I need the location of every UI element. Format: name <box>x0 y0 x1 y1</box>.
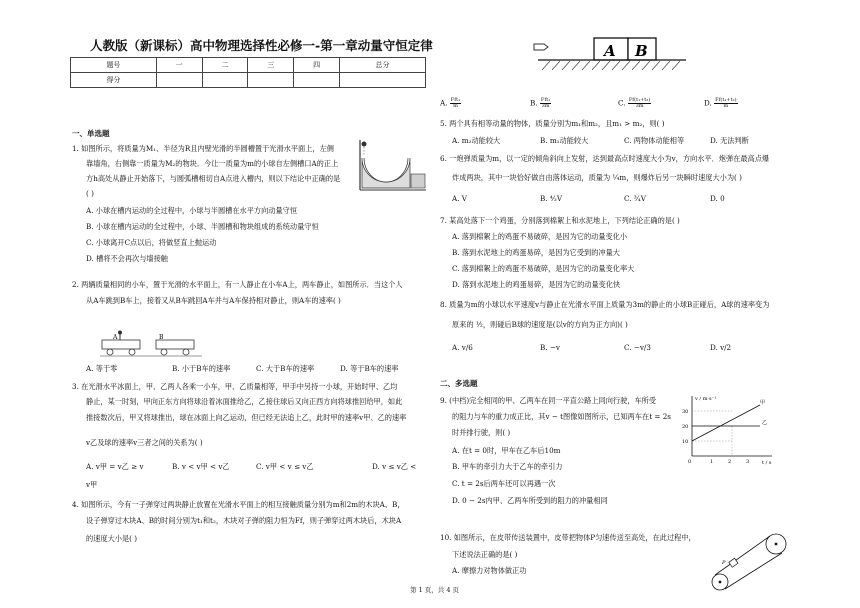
q4-option-b: B. $\frac{\text{Fft₁}}{3m}$ <box>530 97 551 109</box>
section-heading-single: 一、单选题 <box>72 129 110 138</box>
q9-line: 时并排行驶，则( ) <box>452 428 511 437</box>
q9-xtick: 2 <box>728 459 732 465</box>
q4-option-c: C. $\frac{\text{Ff(t₁+t₂)}}{3m}$ <box>618 97 651 109</box>
q4-label-a: A <box>604 42 616 60</box>
q4-line: 设子弹穿过木块A、B的时间分别为t₁和t₂，木块对子弹的阻力恒为Ff，则子弹穿过两木块后，木块A <box>86 516 402 525</box>
q10-option-a: A. 摩擦力对物体做正功 <box>452 566 527 575</box>
q4-option-d-num: Ff(t₁+t₂) <box>715 97 737 103</box>
q8-option-a: A. v/6 <box>452 343 473 352</box>
score-table-score-row <box>71 73 426 88</box>
score-cell[interactable] <box>202 73 248 88</box>
q4-option-a-num: Fft₁ <box>450 97 461 103</box>
q4-option-a-den: m <box>453 103 458 109</box>
q2-option-b: B. 小于B车的速率 <box>172 364 231 373</box>
page-title: 人教版（新课标）高中物理选择性必修一-第一章动量守恒定律 <box>90 38 433 53</box>
q7-line: 7. 某高处落下一个鸡蛋，分别落到棉絮上和水泥地上，下列结论正确的是( ) <box>440 216 680 225</box>
score-cell[interactable] <box>156 73 202 88</box>
q2-option-d: D. 等于B车的速率 <box>340 364 399 373</box>
q6-option-a: A. V <box>452 194 467 203</box>
q4-blocks-figure <box>532 34 692 74</box>
q9-option-c: C. t = 2s后两车还可以再遇一次 <box>452 479 556 488</box>
q3-option-c: C. v甲 < v ≤ v乙 <box>256 462 314 471</box>
q9-line: 9. (中档)完全相同的甲、乙两车在同一平直公路上同向行驶，车所受 <box>440 396 657 405</box>
score-header-cell: 四 <box>294 58 340 73</box>
q2-option-a: A. 等于零 <box>86 364 118 373</box>
q9-xtick: 1 <box>710 459 714 465</box>
q4-option-a: A. $\frac{\text{Fft₁}}{m}$ <box>440 97 461 109</box>
q3-option-a: A. v甲 = v乙 ≥ v <box>86 462 144 471</box>
q9-option-a: A. 在t = 0时，甲车在乙车后10m <box>452 446 561 455</box>
q9-option-d: D. 0 − 2s内甲、乙两车所受到的阻力的冲量相同 <box>452 496 608 505</box>
q1-line: ( ) <box>86 189 94 198</box>
q1-option-a: A. 小球在槽内运动的全过程中，小球与半圆槽在水平方向动量守恒 <box>86 206 298 215</box>
q5-option-d: D. 无法判断 <box>710 136 749 145</box>
score-header-cell: 三 <box>248 58 294 73</box>
q4-option-b-num: Fft₁ <box>540 97 551 103</box>
q8-option-d: D. v/2 <box>710 343 732 352</box>
score-table <box>70 57 426 88</box>
q2-label-a: A <box>113 334 118 341</box>
q3-option-d-tail: v甲 <box>86 480 98 489</box>
q5-option-c: C. 两物体动能相等 <box>624 136 685 145</box>
q9-xlabel: t / s <box>762 460 772 466</box>
q9-xtick: 0 <box>688 459 692 465</box>
q3-line: 3. 在光滑水平冰面上，甲、乙两人各乘一小车，甲、乙质量相等，甲手中另持一小球，开始时甲、乙均 <box>72 382 398 391</box>
q10-line: 10. 如图所示，在皮带传送装置中，皮带把物体P匀速传送至高处，在此过程中， <box>440 533 696 542</box>
q4-line: 4. 如图所示，今有一子弹穿过两块静止放置在光滑水平面上的相互接触质量分别为m和2m的木块A、B， <box>72 500 405 509</box>
q4-label-b: B <box>635 42 648 60</box>
q9-ylabel: v / m·s⁻¹ <box>695 396 717 402</box>
q5-option-a: A. m₂动能较大 <box>452 136 501 145</box>
q9-line-jia <box>692 405 760 441</box>
q3-option-d: D. v ≤ v乙 < <box>372 462 417 471</box>
score-header-cell: 二 <box>202 58 248 73</box>
q7-option-b: B. 落到水泥地上的鸡蛋易碎，是因为它受到的冲量大 <box>452 248 620 257</box>
q7-option-a: A. 落到棉絮上的鸡蛋不易破碎，是因为它的动量变化小 <box>452 232 628 241</box>
q9-vt-graph <box>680 392 776 468</box>
q8-line: 8. 质量为m的小球以水平速度v与静止在光滑水平面上质量为3m的静止的小球B正碰后，A球的速率变为 <box>440 300 770 309</box>
score-cell[interactable] <box>248 73 294 88</box>
score-cell[interactable] <box>294 73 340 88</box>
q1-option-b: B. 小球在槽内运动的全过程中，小球、半圆槽和物块组成的系统动量守恒 <box>86 222 319 231</box>
svg-text:P: P <box>722 560 726 566</box>
q2-line: 2. 两辆质量相同的小车，置于光滑的水平面上，有一人静止在小车A上，两车静止，如图所示．当这个人 <box>72 280 403 289</box>
score-header-cell: 一 <box>156 58 202 73</box>
q3-option-b: B. v < v甲 < v乙 <box>172 462 230 471</box>
q4-option-b-den: 3m <box>541 103 550 109</box>
q2-option-c: C. 大于B车的速率 <box>256 364 315 373</box>
q4-option-c-den: 3m <box>635 103 644 109</box>
q9-legend-yi: 乙 <box>762 420 768 426</box>
score-row-label: 得分 <box>71 73 157 88</box>
q3-line: v乙及球的速率v三者之间的关系为( ) <box>86 438 203 447</box>
q4-line: 的速度大小是( ) <box>86 534 138 543</box>
q4-option-d-den: m <box>723 103 729 109</box>
q2-label-b: B <box>159 334 164 341</box>
q1-option-d: D. 槽将不会再次与墙接触 <box>86 254 168 263</box>
q6-option-c: C. ³⁄₄V <box>624 194 646 203</box>
score-table-header-row <box>71 58 426 73</box>
q5-option-b: B. m₁动能较大 <box>540 136 589 145</box>
q8-line: 原来的 ½，则碰后B球的速度是(以v的方向为正方向)( ) <box>452 320 628 329</box>
q6-line: 6. 一炮弹质量为m，以一定的倾角斜向上发射，达到最高点时速度大小为v，方向水平．炮弹在最高点爆 <box>440 154 770 163</box>
score-cell[interactable] <box>340 73 426 88</box>
q8-option-c: C. −v/3 <box>624 343 651 352</box>
score-header-cell: 总分 <box>340 58 426 73</box>
q9-ytick: 10 <box>682 439 689 445</box>
q9-line: 的阻力与车的重力成正比，其v − t图像如图所示，已知两车在t = 2s <box>452 412 671 421</box>
q6-option-b: B. ⁴⁄₃V <box>540 194 563 203</box>
q5-line: 5. 两个具有相等动量的物体，质量分别为m₁和m₂，且m₁ > m₂，则( ) <box>440 119 665 128</box>
q4-option-d: D. $\frac{\text{Ff(t₁+t₂)}}{m}$ <box>704 97 737 109</box>
q10-conveyor-figure <box>706 530 790 596</box>
q9-legend-jia: 甲 <box>760 400 766 406</box>
q9-ytick: 20 <box>682 424 689 430</box>
q9-xtick: 3 <box>746 459 750 465</box>
q8-option-b: B. −v <box>540 343 560 352</box>
section-heading-multi: 二、多选题 <box>440 379 478 388</box>
q2-carts-figure <box>98 330 208 358</box>
q1-option-c: C. 小球离开C点以后，将做竖直上抛运动 <box>86 238 217 247</box>
q2-line: 从A车跳到B车上，接着又从B车跳回A车并与A车保持相对静止，则A车的速率( ) <box>86 296 341 305</box>
q1-line: 1. 如图所示，将质量为M₁、半径为R且内壁光滑的半圆槽置于光滑水平面上，左侧 <box>72 144 334 153</box>
q1-trough-figure <box>358 138 428 196</box>
q6-line: 炸成两块，其中一块恰好做自由落体运动，质量为 ¼m，则爆炸后另一块瞬时速度大小为( ) <box>452 173 742 182</box>
q6-option-d: D. 0 <box>710 194 725 203</box>
q9-option-b: B. 甲车的牵引力大于乙车的牵引力 <box>452 462 563 471</box>
q3-line: 推接数次后，甲又将球推出，球在冰面上向乙运动，但已经无法追上乙，此时甲的速率v甲、乙的速率 <box>86 413 407 422</box>
q4-option-c-num: Ff(t₁+t₂) <box>628 97 651 103</box>
q1-line: 靠墙角，右侧靠一质量为M₂的物块．今让一质量为m的小球自左侧槽口A的正上 <box>86 159 339 168</box>
q7-option-c: C. 落到棉絮上的鸡蛋不易破碎，是因为它的动量变化率大 <box>452 264 635 273</box>
q7-option-d: D. 落到水泥地上的鸡蛋易碎，是因为它的动量变化快 <box>452 280 621 289</box>
q10-line: 下述说法正确的是( ) <box>452 550 518 559</box>
page-footer: 第 1 页，共 4 页 <box>410 586 460 594</box>
score-header-cell: 题号 <box>71 58 157 73</box>
q9-ytick: 30 <box>682 409 689 415</box>
q3-line: 静止，某一时刻，甲向正东方向将球沿着冰面推给乙，乙接住球后又向正西方向将球推回给甲，如此 <box>86 397 403 406</box>
q1-line: 方h高处从静止开始落下，与圆弧槽相切自A点进入槽内，则以下结论中正确的是 <box>86 174 341 183</box>
